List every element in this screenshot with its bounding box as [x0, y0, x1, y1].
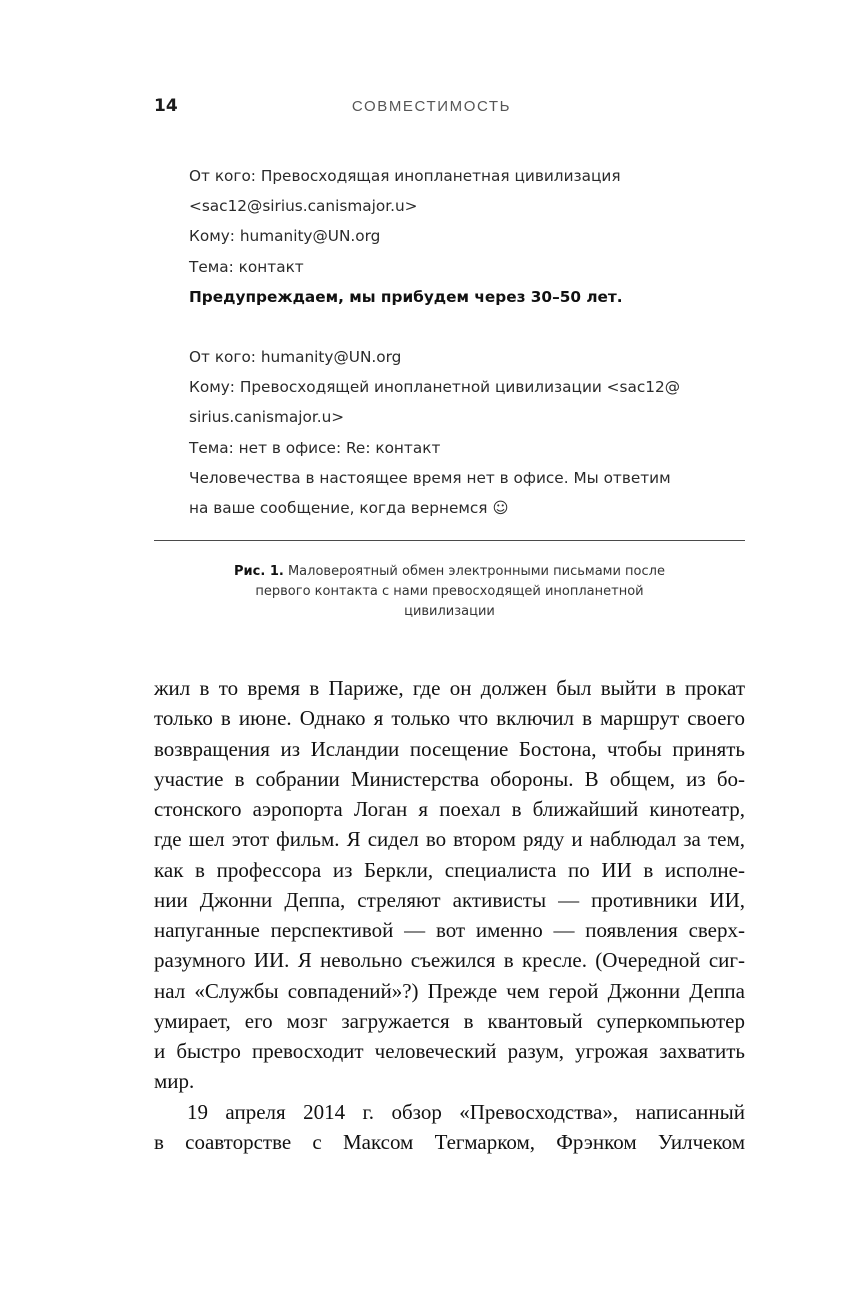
figure-caption	[154, 562, 745, 622]
email-subject-line: Тема: нет в офисе: Re: контакт	[189, 438, 441, 457]
figure-label: Рис. 1.	[234, 564, 284, 579]
body-line: возвращения из Исландии посещение Бостона, чтобы принять	[154, 736, 745, 761]
running-title: СОВМЕСТИМОСТЬ	[351, 98, 512, 115]
email-message-text: Человечества в настоящее время нет в офисе. Мы ответим	[189, 468, 671, 487]
body-line: как в профессора из Беркли, специалиста по ИИ в исполне-	[154, 857, 745, 882]
email-to-line: Кому: Превосходящей инопланетной цивилизации <sac12@	[189, 378, 681, 397]
body-line: нал «Службы совпадений»?) Прежде чем герой Джонни Деппа	[154, 978, 745, 1003]
body-line: где шел этот фильм. Я сидел во втором ряду и наблюдал за тем,	[154, 827, 745, 852]
body-line: жил в то время в Париже, где он должен был выйти в прокат	[154, 676, 745, 700]
caption-text: первого контакта с нами превосходящей инопланетной	[255, 584, 644, 599]
body-line: только в июне. Однако я только что включил в маршрут своего	[154, 706, 745, 731]
page-number: 14	[154, 96, 178, 116]
email-message-text: Предупреждаем, мы прибудем через 30–50 лет.	[189, 287, 623, 306]
email-to-line: Кому: humanity@UN.org	[189, 227, 381, 246]
caption-text: Маловероятный обмен электронными письмами после	[283, 564, 665, 579]
body-line: напуганные перспективой — вот именно — появления сверх-	[154, 918, 745, 942]
body-line: и быстро превосходит человеческий разум, угрожая захватить	[154, 1039, 745, 1063]
body-line: стонского аэропорта Логан я поехал в ближайший кинотеатр,	[154, 797, 745, 821]
body-line: нии Джонни Деппа, стреляют активисты — противники ИИ,	[154, 887, 745, 912]
email-subject-line: Тема: контакт	[189, 257, 304, 276]
figure-divider	[154, 540, 745, 541]
body-line: в соавторстве с Максом Тегмарком, Фрэнком Уилчеком	[154, 1129, 745, 1154]
email-message-1	[189, 161, 769, 312]
email-message-2	[189, 342, 769, 523]
email-from-line: От кого: humanity@UN.org	[189, 348, 402, 366]
email-from-address: <sac12@sirius.canismajor.u>	[189, 197, 418, 216]
body-line: 19 апреля 2014 г. обзор «Превосходства», написанный	[187, 1099, 745, 1124]
caption-text: цивилизации	[404, 604, 495, 619]
body-line: разумного ИИ. Я невольно съежился в кресле. (Очередной сиг-	[154, 948, 745, 973]
body-line: умирает, его мозг загружается в квантовый суперкомпьютер	[154, 1008, 745, 1033]
email-from-line: От кого: Превосходящая инопланетная цивилизация	[189, 167, 621, 185]
body-line: мир.	[154, 1069, 195, 1094]
email-message-text: на ваше сообщение, когда вернемся ☺	[189, 498, 509, 517]
body-text	[154, 673, 745, 1157]
body-line: участие в собрании Министерства обороны. В общем, из бо-	[154, 766, 745, 791]
email-to-address: sirius.canismajor.u>	[189, 408, 345, 427]
